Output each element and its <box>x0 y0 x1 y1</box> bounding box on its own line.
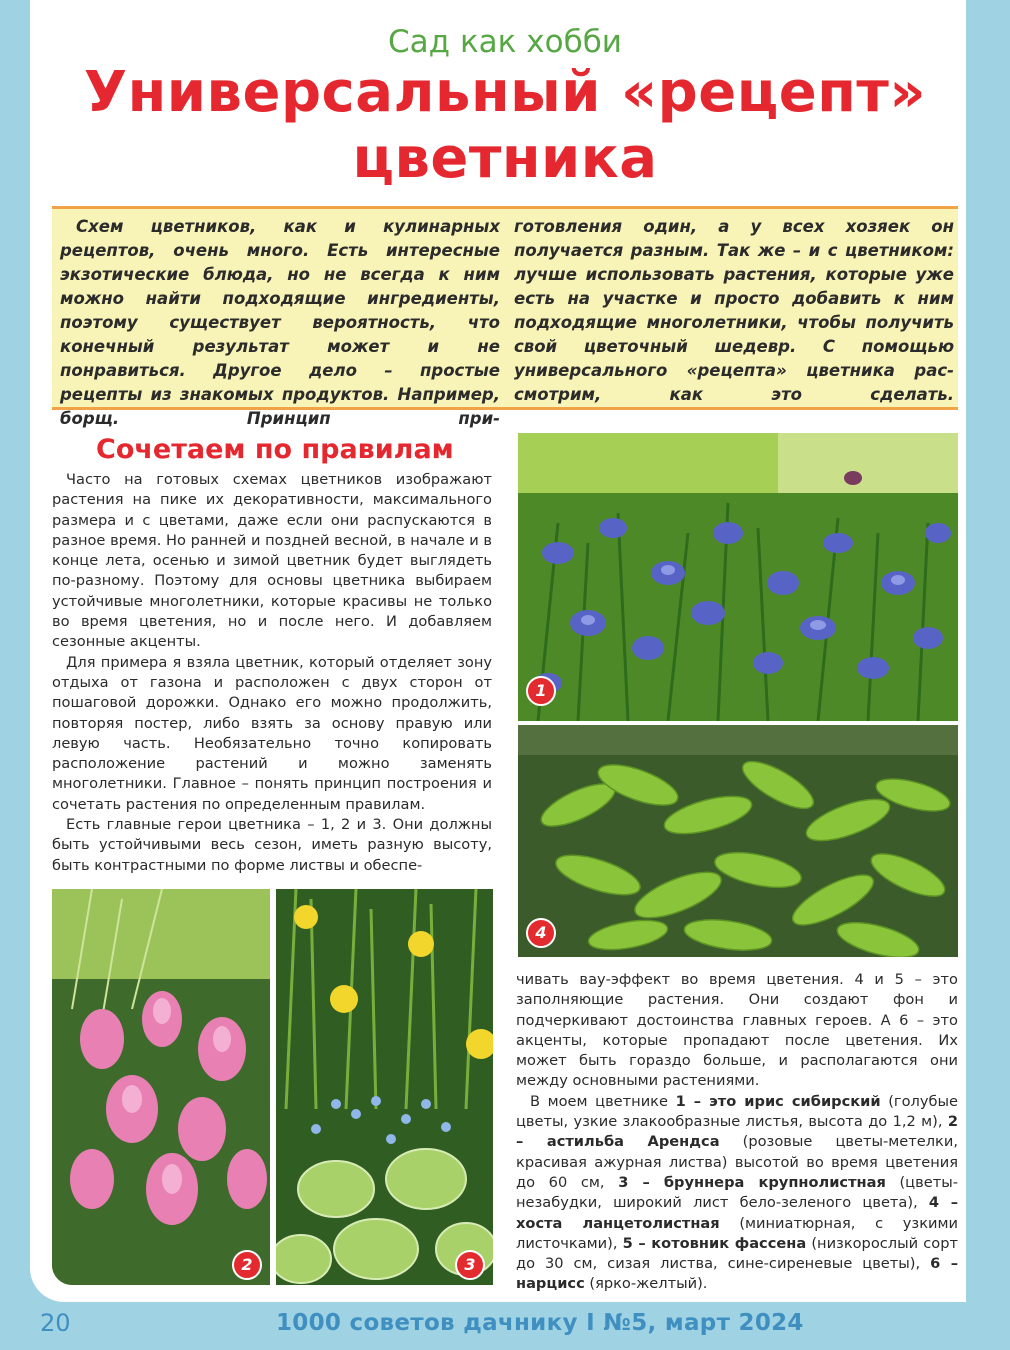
p5-text-5: (миниатюрная, с узкими листочками), <box>516 1214 958 1252</box>
p5-text-4: (цветы-незабудки, широкий лист бело-зеленого цвета), <box>516 1173 958 1212</box>
lead-left-column: Схем цветников, как и кулинарных рецептов, очень много. Есть интересные экзотические блюда, но не всегда к ним можно найти подходящие ингредиенты, поэтому существует вероятность, что конечный результат может и не понравиться. Другое дело – простые рецепты из знакомых продуктов. Например, борщ. Принцип при- <box>60 217 500 428</box>
section-heading: Сочетаем по правилам <box>96 434 454 465</box>
photo-iris <box>518 433 958 721</box>
photo-badge-3: 3 <box>455 1250 485 1280</box>
paragraph-1: Часто на готовых схемах цветников изображают растения на пике их декоративности, максимального размера и с цветами, даже если они распускаются в разное время. Но ранней и поздней весной, в начале и в конце лета, осенью и зимой цветник будет выглядеть по-разному. Поэтому для основы цветника выбираем устойчивые многолетники, которые красивы не только во время цветения, но и после него. И добавляем сезонные акценты. <box>52 471 492 651</box>
p5-plant-6: 6 – нарцисс <box>516 1255 958 1293</box>
paragraph-5 <box>516 1092 958 1295</box>
photo-astilbe <box>52 889 270 1285</box>
p5-plant-2: 2 – астильба Арендса <box>516 1113 958 1151</box>
p5-text-2: (голубые цветы, узкие злакообразные листья, высота до 1,2 м), <box>516 1092 958 1131</box>
photo-hosta <box>518 725 958 957</box>
body-column-right <box>516 970 958 1295</box>
paragraph-4: чивать вау-эффект во время цветения. 4 и 5 – это заполняющие растения. Они создают фон и подчеркивают достоинства главных героев. А 6 – это акценты, которые пропадают после цветения. Их может быть гораздо больше, и располагаются они между основными растениями. <box>516 971 958 1090</box>
title-line-1: Универсальный «рецепт» <box>83 60 927 125</box>
p5-plant-5: 5 – котовник фассена <box>622 1234 807 1252</box>
article-title <box>0 60 1010 192</box>
lead-right-last: смотрим, как это сделать. <box>514 385 954 404</box>
p5-text-1: В моем цветнике <box>530 1092 676 1110</box>
p5-plant-1: 1 – это ирис сибирский <box>675 1092 881 1110</box>
photo-brunnera <box>276 889 493 1285</box>
p5-plant-3: 3 – бруннера крупнолистная <box>618 1173 886 1191</box>
page-number: 20 <box>40 1309 71 1337</box>
p5-text-3: (розовые цветы-метелки, красивая ажурная листва) высотой во время цветения до 60 см, <box>516 1133 958 1191</box>
title-line-2: цветника <box>352 126 658 191</box>
p5-plant-4: 4 – хоста ланцетолистная <box>516 1194 958 1232</box>
photo-badge-2: 2 <box>232 1250 262 1280</box>
rubric: Сад как хобби <box>388 24 622 60</box>
lead-right-text: готовления один, а у всех хозяек он получается разным. Так же – и с цветником: лучше использовать растения, которые уже есть на участке и просто добавить к ним подходящие многолетники, чтобы получить свой цветочный шедевр. С помощью универсального «рецепта» цветника рас- <box>514 217 954 380</box>
lead-box <box>52 206 958 428</box>
p5-text-7: (ярко-желтый). <box>584 1275 708 1293</box>
lead-right-column <box>514 215 954 407</box>
magazine-footer: 1000 советов дачнику I №5, март 2024 <box>276 1310 804 1336</box>
photo-badge-1: 1 <box>526 676 556 706</box>
body-column-left <box>52 470 492 876</box>
paragraph-3: Есть главные герои цветника – 1, 2 и 3. Они должны быть устойчивыми весь сезон, иметь разную высоту, быть контрастными по форме листвы и обеспе- <box>52 816 492 874</box>
paragraph-2: Для примера я взяла цветник, который отделяет зону отдыха от газона и расположен с двух сторон от пошаговой дорожки. Однако его можно продолжить, повторяя постер, либо взять за основу правую или левую часть. Необязательно точно копировать расположение растений и можно заменять многолетники. Главное – понять принцип построения и сочетать растения по определенным правилам. <box>52 653 492 813</box>
p5-text-6: (низкорослый сорт до 30 см, сизая листва, сине-сиреневые цветы), <box>516 1234 958 1273</box>
photo-badge-4: 4 <box>526 918 556 948</box>
